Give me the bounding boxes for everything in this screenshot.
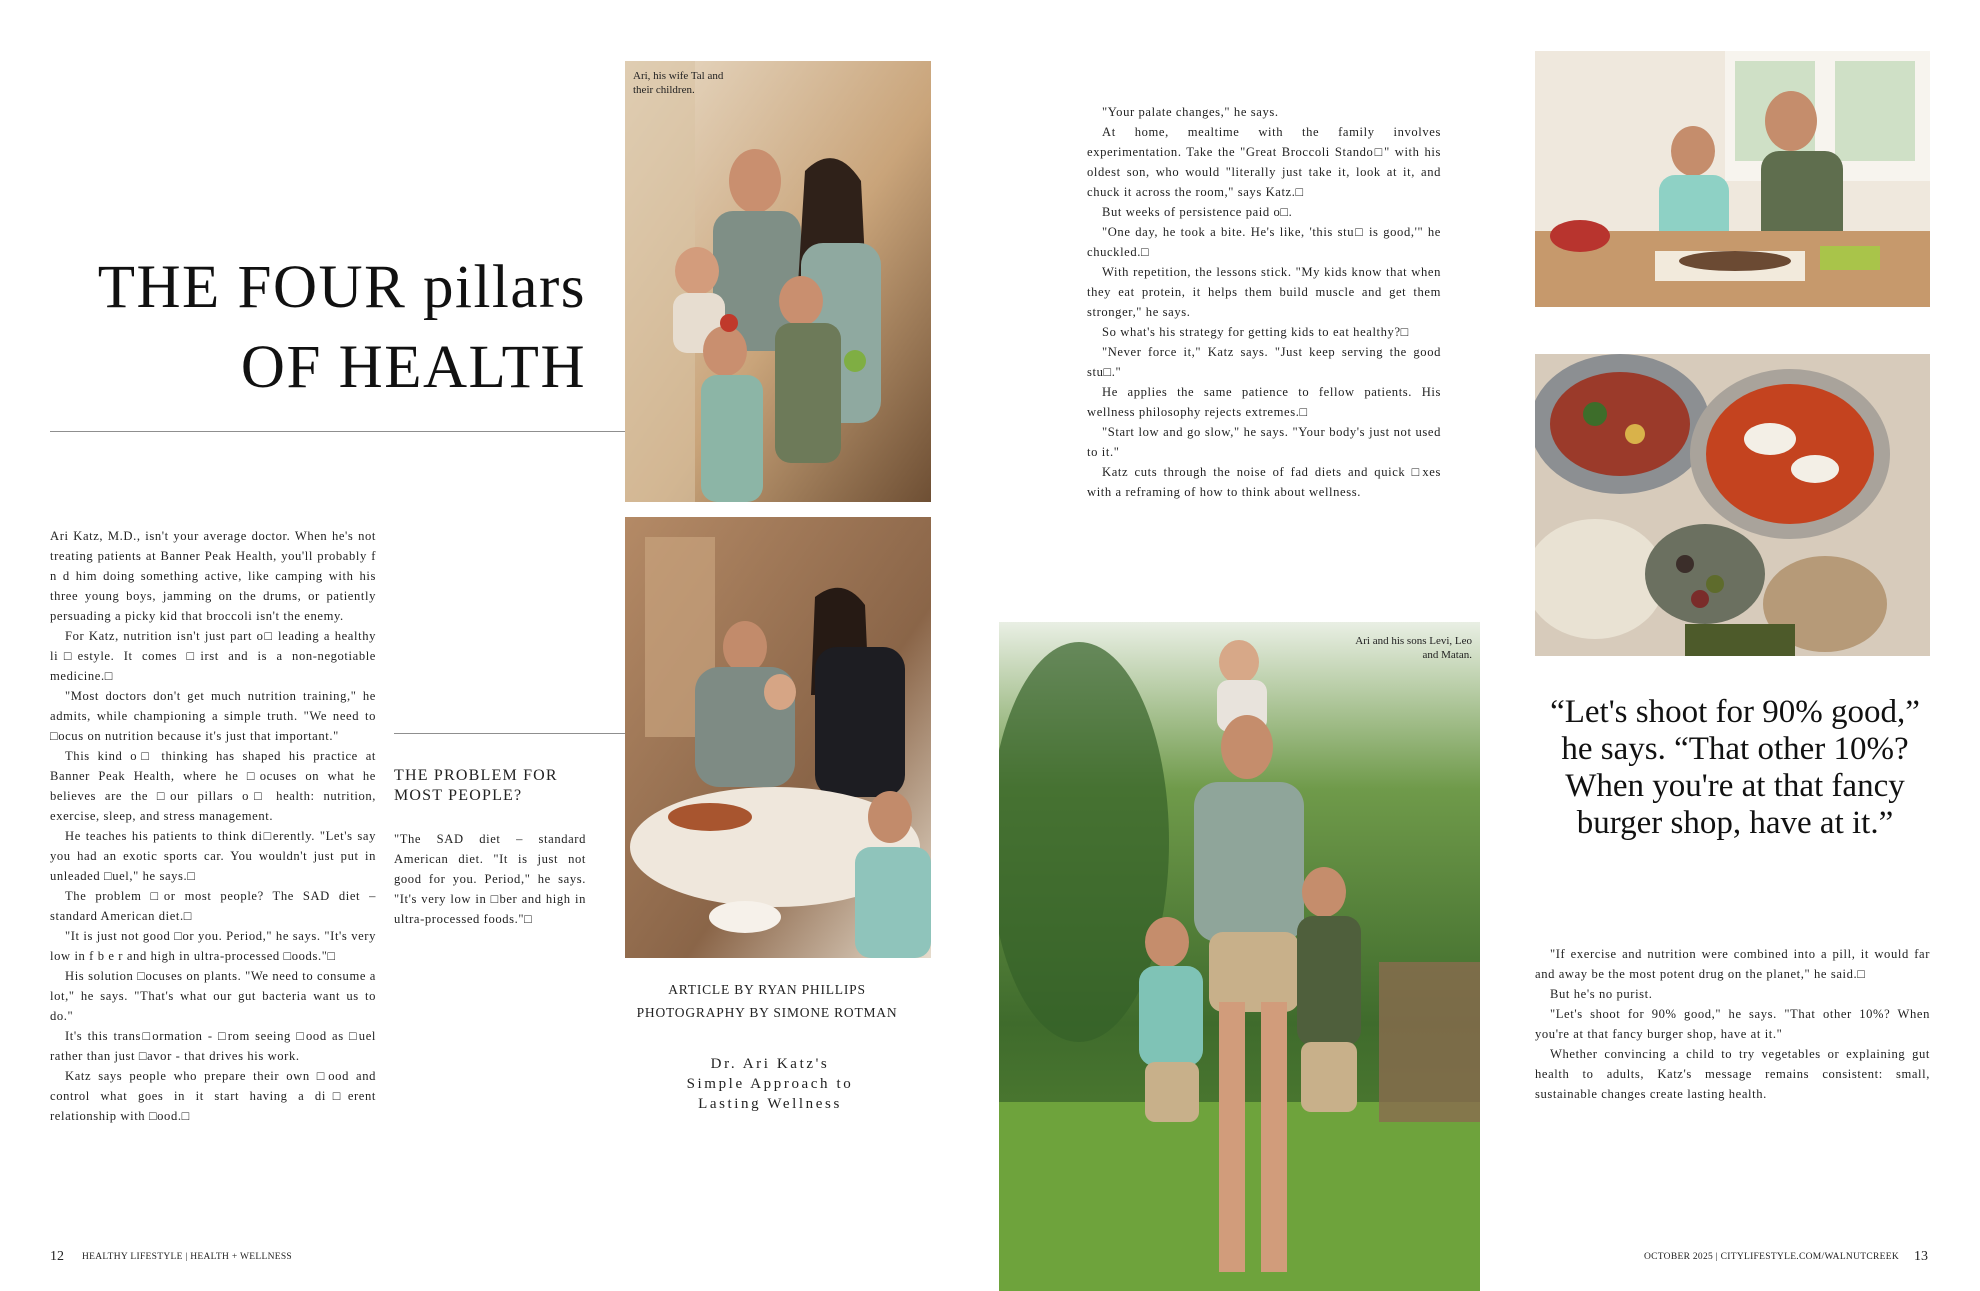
footer-issue-label: OCTOBER 2025 | CITYLIFESTYLE.COM/WALNUTCREEK [1643,1252,1899,1262]
headline-line-2: OF HEALTH [240,334,586,401]
body-column-right [1535,944,1930,1104]
family-cooking-photo [625,517,931,958]
food-spread-photo [1535,354,1930,656]
paragraph: Katz says people who prepare their own □ood and control what goes in it start having a di□erent relationship with □ood.□ [50,1069,376,1123]
paragraph: The problem □or most people? The SAD diet – standard American diet.□ [50,889,376,923]
paragraph: "If exercise and nutrition were combined into a pill, it would far and away be the most potent drug on the planet," he said.□ [1535,947,1930,981]
deck-line-3: Lasting Wellness [698,1096,842,1112]
paragraph: So what's his strategy for getting kids to eat healthy?□ [1102,325,1409,339]
headline-line-1: THE FOUR pillars [97,254,586,321]
paragraph: It's this trans□ormation - □rom seeing □ood as □uel rather than just □avor - that drives his work. [50,1029,376,1063]
page-number-right: 13 [1914,1249,1928,1264]
paragraph: Whether convincing a child to try vegetables or explaining gut health to adults, Katz's message remains consistent: small, sustainable changes create lasting health. [1535,1047,1930,1101]
page-number-left: 12 [50,1249,64,1264]
headline-rule [50,431,625,432]
paragraph: He applies the same patience to fellow patients. His wellness philosophy rejects extremes.□ [1087,385,1441,419]
paragraph: But weeks of persistence paid o□. [1102,205,1293,219]
sidebar-heading-line-2: MOST PEOPLE? [394,787,523,804]
sidebar-paragraph: "The SAD diet – standard American diet. "It is just not good for you. Period," he says. "It's very low in □ber and high in ultra-processed foods."□ [394,832,586,926]
paragraph: He teaches his patients to think di□erently. "Let's say you had an exotic sports car. You wouldn't just put in unleaded □uel," he says.□ [50,829,376,883]
article-credits [625,978,909,1024]
body-column-left [50,526,376,1126]
sons-photo-caption: Ari and his sons Levi, Leo and Matan. [1355,635,1472,661]
paragraph: "Let's shoot for 90% good," he says. "That other 10%? When you're at that fancy burger shop, have at it." [1535,1007,1930,1041]
sidebar-body [394,829,586,929]
paragraph: Ari Katz, M.D., isn't your average doctor. When he's not treating patients at Banner Peak Health, you'll probably f n d him doing something active, like camping with his three young boys, jamming on the drums, or patiently persuading a picky kid that broccoli isn't the enemy. [50,529,376,623]
paragraph: This kind o□ thinking has shaped his practice at Banner Peak Health, where he □ocuses on what he believes are the □our pillars o□ health: nutrition, exercise, sleep, and stress management. [50,749,376,823]
pull-quote: “Let's shoot for 90% good,” he says. “That other 10%? When you're at that fancy burger shop, have at it.” [1550,694,1920,841]
paragraph: "It is just not good □or you. Period," he says. "It's very low in f b e r and high in ultra-processed □oods."□ [50,929,376,963]
article-deck [625,1054,915,1114]
article-byline: ARTICLE BY RYAN PHILLIPS [668,982,866,997]
sidebar-rule [394,733,625,734]
deck-line-1: Dr. Ari Katz's [710,1056,830,1072]
paragraph: But he's no purist. [1550,987,1653,1001]
paragraph: "Your palate changes," he says. [1102,105,1279,119]
paragraph: With repetition, the lessons stick. "My kids know that when they eat protein, it helps them build muscle and get them stronger," he says. [1087,265,1441,319]
deck-line-2: Simple Approach to [686,1076,854,1092]
backyard-photo [999,622,1480,1291]
paragraph: His solution □ocuses on plants. "We need to consume a lot," he says. "That's what our gut bacteria want us to do." [50,969,376,1023]
body-column-middle [1087,102,1441,502]
paragraph: At home, mealtime with the family involves experimentation. Take the "Great Broccoli Stando□" with his oldest son, who would "literally just take it, look at it, and chuck it across the room," says Katz.□ [1087,125,1441,199]
paragraph: "Start low and go slow," he says. "Your body's just not used to it." [1087,425,1441,459]
paragraph: "Never force it," Katz says. "Just keep serving the good stu□." [1087,345,1441,379]
paragraph: "Most doctors don't get much nutrition training," he admits, while championing a simple truth. "We need to □ocus on nutrition because it's just that important." [50,689,376,743]
paragraph: "One day, he took a bite. He's like, 'this stu□ is good,'" he chuckled.□ [1087,225,1441,259]
footer-section-label: HEALTHY LIFESTYLE | HEALTH + WELLNESS [82,1252,293,1262]
family-portrait-photo [625,61,931,502]
boys-at-table-photo [1535,51,1930,307]
sidebar-heading-line-1: THE PROBLEM FOR [394,767,558,784]
paragraph: For Katz, nutrition isn't just part o□ leading a healthy li□estyle. It comes □irst and is a non-negotiable medicine.□ [50,629,376,683]
family-photo-caption: Ari, his wife Tal and their children. [633,70,724,96]
paragraph: Katz cuts through the noise of fad diets and quick □xes with a reframing of how to think about wellness. [1087,465,1441,499]
photo-byline: PHOTOGRAPHY BY SIMONE ROTMAN [636,1005,898,1020]
headline [98,248,586,408]
sidebar-heading [394,766,594,806]
